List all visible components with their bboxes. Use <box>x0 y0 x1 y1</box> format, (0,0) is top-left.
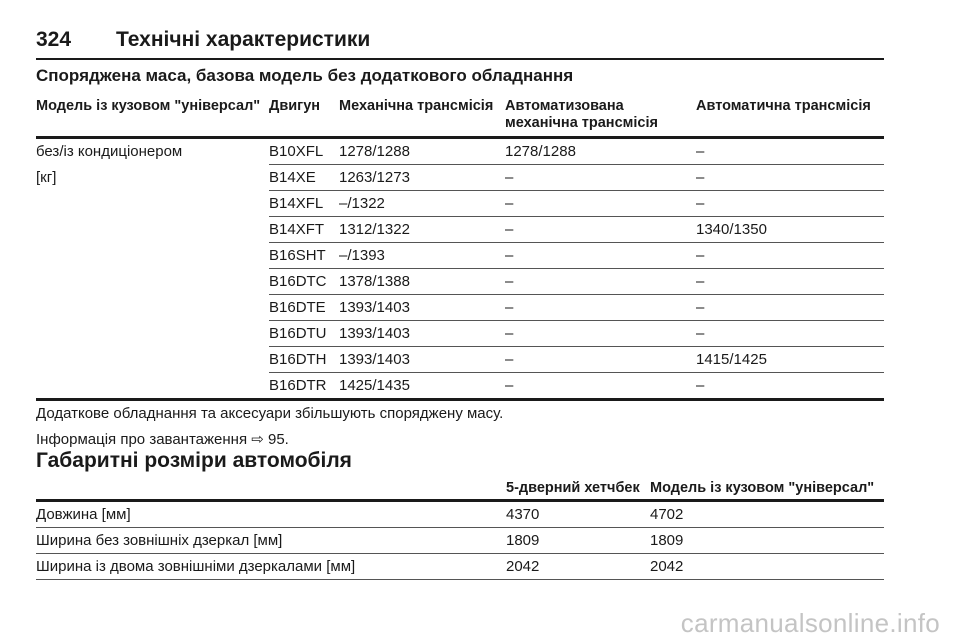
table-row <box>36 217 884 243</box>
automatic-cell: – <box>696 243 884 269</box>
automated-manual-cell: 1278/1288 <box>505 138 696 165</box>
hatchback-value-cell: 4370 <box>506 501 650 528</box>
hatchback-value-cell: 2042 <box>506 554 650 580</box>
engine-cell: B16DTC <box>269 269 339 295</box>
page-number: 324 <box>36 28 72 51</box>
automated-manual-cell: – <box>505 373 696 400</box>
loading-info-note <box>36 430 289 448</box>
engine-cell: B14XFT <box>269 217 339 243</box>
page-reference-number: 95. <box>268 431 289 448</box>
automatic-cell: – <box>696 295 884 321</box>
table-row <box>36 295 884 321</box>
manual-cell: –/1322 <box>339 191 505 217</box>
equipment-note: Додаткове обладнання та аксесуари збільшують споряджену масу. <box>36 405 504 422</box>
manual-cell: 1393/1403 <box>339 321 505 347</box>
row-label-empty <box>36 243 269 269</box>
table-row <box>36 501 884 528</box>
column-header-manual: Механічна трансмісія <box>339 96 505 138</box>
table-header-row <box>36 96 884 138</box>
manual-cell: 1378/1388 <box>339 269 505 295</box>
table-row <box>36 165 884 191</box>
automated-manual-cell: – <box>505 347 696 373</box>
engine-cell: B16DTU <box>269 321 339 347</box>
automatic-cell: – <box>696 269 884 295</box>
table-row <box>36 138 884 165</box>
automatic-cell: – <box>696 373 884 400</box>
dimension-label-cell: Ширина із двома зовнішніми дзеркалами [мм] <box>36 554 506 580</box>
column-header-model: Модель із кузовом "універсал" <box>36 96 269 138</box>
row-label-empty <box>36 217 269 243</box>
manual-cell: 1393/1403 <box>339 347 505 373</box>
table-header-row <box>36 480 884 501</box>
manual-cell: 1278/1288 <box>339 138 505 165</box>
mass-section-title: Споряджена маса, базова модель без додаткового обладнання <box>36 66 574 85</box>
dimension-label-cell: Довжина [мм] <box>36 501 506 528</box>
table-row <box>36 528 884 554</box>
engine-cell: B16SHT <box>269 243 339 269</box>
curb-weight-table <box>36 96 884 401</box>
dimensions-section-title: Габаритні розміри автомобіля <box>36 449 352 472</box>
dimension-label-cell: Ширина без зовнішніх дзеркал [мм] <box>36 528 506 554</box>
manual-cell: 1425/1435 <box>339 373 505 400</box>
automatic-cell: – <box>696 165 884 191</box>
automatic-cell: 1340/1350 <box>696 217 884 243</box>
automatic-cell: 1415/1425 <box>696 347 884 373</box>
watermark: carmanualsonline.info <box>680 608 940 638</box>
table-row <box>36 191 884 217</box>
row-label-empty <box>36 321 269 347</box>
row-label-condition: без/із кондиціонером <box>36 143 183 160</box>
engine-cell: B14XE <box>269 165 339 191</box>
manual-cell: –/1393 <box>339 243 505 269</box>
column-header-engine: Двигун <box>269 96 339 138</box>
engine-cell: B16DTR <box>269 373 339 400</box>
table-row <box>36 269 884 295</box>
manual-cell: 1263/1273 <box>339 165 505 191</box>
page-title: Технічні характеристики <box>116 28 371 51</box>
table-row <box>36 321 884 347</box>
column-header-automated-manual: Автоматизована механічна трансмісія <box>505 96 696 138</box>
automated-manual-cell: – <box>505 191 696 217</box>
hatchback-value-cell: 1809 <box>506 528 650 554</box>
row-label-empty <box>36 373 269 400</box>
column-header-empty <box>36 480 506 501</box>
column-header-estate: Модель із кузовом "універсал" <box>650 480 884 501</box>
table-row <box>36 373 884 400</box>
row-label-empty <box>36 269 269 295</box>
automatic-cell: – <box>696 191 884 217</box>
table-row <box>36 243 884 269</box>
column-header-hatchback: 5-дверний хетчбек <box>506 480 650 501</box>
page-reference-arrow-icon: ⇨ <box>251 431 264 448</box>
engine-cell: B10XFL <box>269 138 339 165</box>
dimensions-table <box>36 480 884 580</box>
manual-cell: 1312/1322 <box>339 217 505 243</box>
automatic-cell: – <box>696 138 884 165</box>
estate-value-cell: 2042 <box>650 554 884 580</box>
automated-manual-cell: – <box>505 165 696 191</box>
table-row <box>36 347 884 373</box>
row-label-unit: [кг] <box>36 168 57 186</box>
estate-value-cell: 1809 <box>650 528 884 554</box>
loading-info-text: Інформація про завантаження <box>36 431 248 448</box>
estate-value-cell: 4702 <box>650 501 884 528</box>
row-label-empty <box>36 295 269 321</box>
automated-manual-cell: – <box>505 217 696 243</box>
automated-manual-cell: – <box>505 269 696 295</box>
automated-manual-cell: – <box>505 321 696 347</box>
engine-cell: B16DTH <box>269 347 339 373</box>
automated-manual-cell: – <box>505 243 696 269</box>
automated-manual-cell: – <box>505 295 696 321</box>
engine-cell: B16DTE <box>269 295 339 321</box>
column-header-automatic: Автоматична трансмісія <box>696 96 884 138</box>
engine-cell: B14XFL <box>269 191 339 217</box>
row-label-empty <box>36 191 269 217</box>
page-header <box>36 24 884 60</box>
row-label-empty <box>36 347 269 373</box>
automatic-cell: – <box>696 321 884 347</box>
manual-cell: 1393/1403 <box>339 295 505 321</box>
table-row <box>36 554 884 580</box>
